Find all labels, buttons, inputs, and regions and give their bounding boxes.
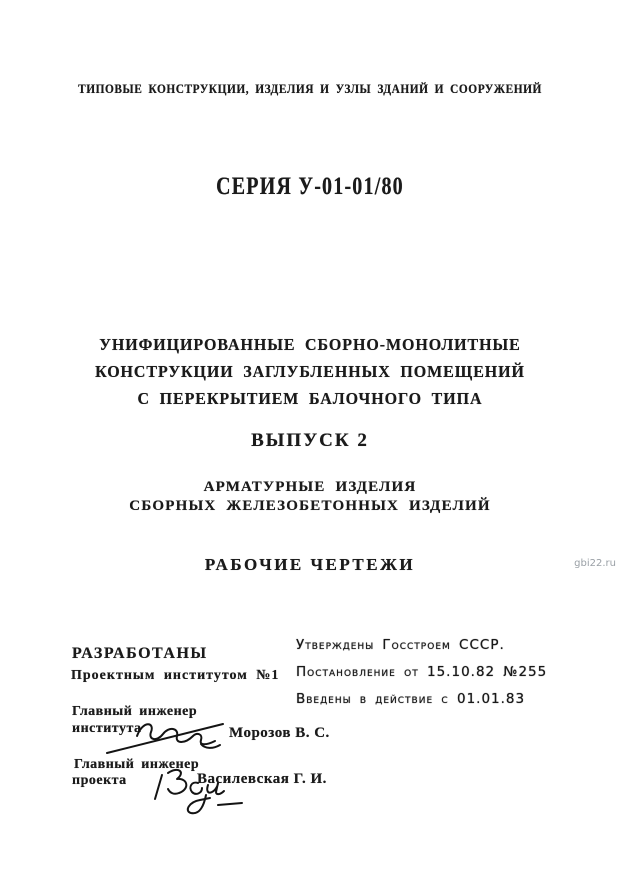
- document-title-line-2: КОНСТРУКЦИИ ЗАГЛУБЛЕННЫХ ПОМЕЩЕНИЙ: [95, 362, 525, 381]
- document-subtitle-line-2: СБОРНЫХ ЖЕЛЕЗОБЕТОННЫХ ИЗДЕЛИЙ: [129, 497, 491, 514]
- approved-line-1: Утверждены Госстроем СССР.: [296, 637, 505, 653]
- signatory-1-name: Морозов В. С.: [229, 725, 330, 741]
- issue-number: ВЫПУСК 2: [251, 430, 369, 451]
- signatory-1-role-line-1: Главный инженер: [72, 704, 198, 719]
- document-category: ТИПОВЫЕ КОНСТРУКЦИИ, ИЗДЕЛИЯ И УЗЛЫ ЗДАНИЙ И СООРУЖЕНИЙ: [78, 82, 542, 96]
- developed-by: Проектным институтом №1: [71, 668, 280, 683]
- signatory-2-name: Василевская Г. И.: [197, 771, 327, 787]
- approved-line-3: Введены в действие с 01.01.83: [296, 691, 526, 707]
- signatory-2-role-line-1: Главный инженер: [74, 757, 200, 772]
- document-title: [19, 331, 602, 412]
- site-watermark: gbi22.ru: [574, 558, 616, 569]
- document-type: РАБОЧИЕ ЧЕРТЕЖИ: [204, 555, 416, 574]
- developed-label: РАЗРАБОТАНЫ: [72, 645, 208, 662]
- document-subtitle-line-1: АРМАТУРНЫЕ ИЗДЕЛИЯ: [203, 479, 417, 495]
- signature-institute-engineer-icon: [103, 714, 233, 756]
- document-title-line-3: С ПЕРЕКРЫТИЕМ БАЛОЧНОГО ТИПА: [137, 389, 483, 408]
- signatory-2-role-line-2: проекта: [72, 773, 127, 788]
- series-number: СЕРИЯ У-01-01/80: [216, 173, 404, 200]
- approved-line-2: Постановление от 15.10.82 №255: [296, 664, 548, 680]
- signatory-1-role-line-2: института: [72, 721, 142, 736]
- document-subtitle: [0, 478, 620, 515]
- document-title-line-1: УНИФИЦИРОВАННЫЕ СБОРНО-МОНОЛИТНЫЕ: [99, 335, 521, 354]
